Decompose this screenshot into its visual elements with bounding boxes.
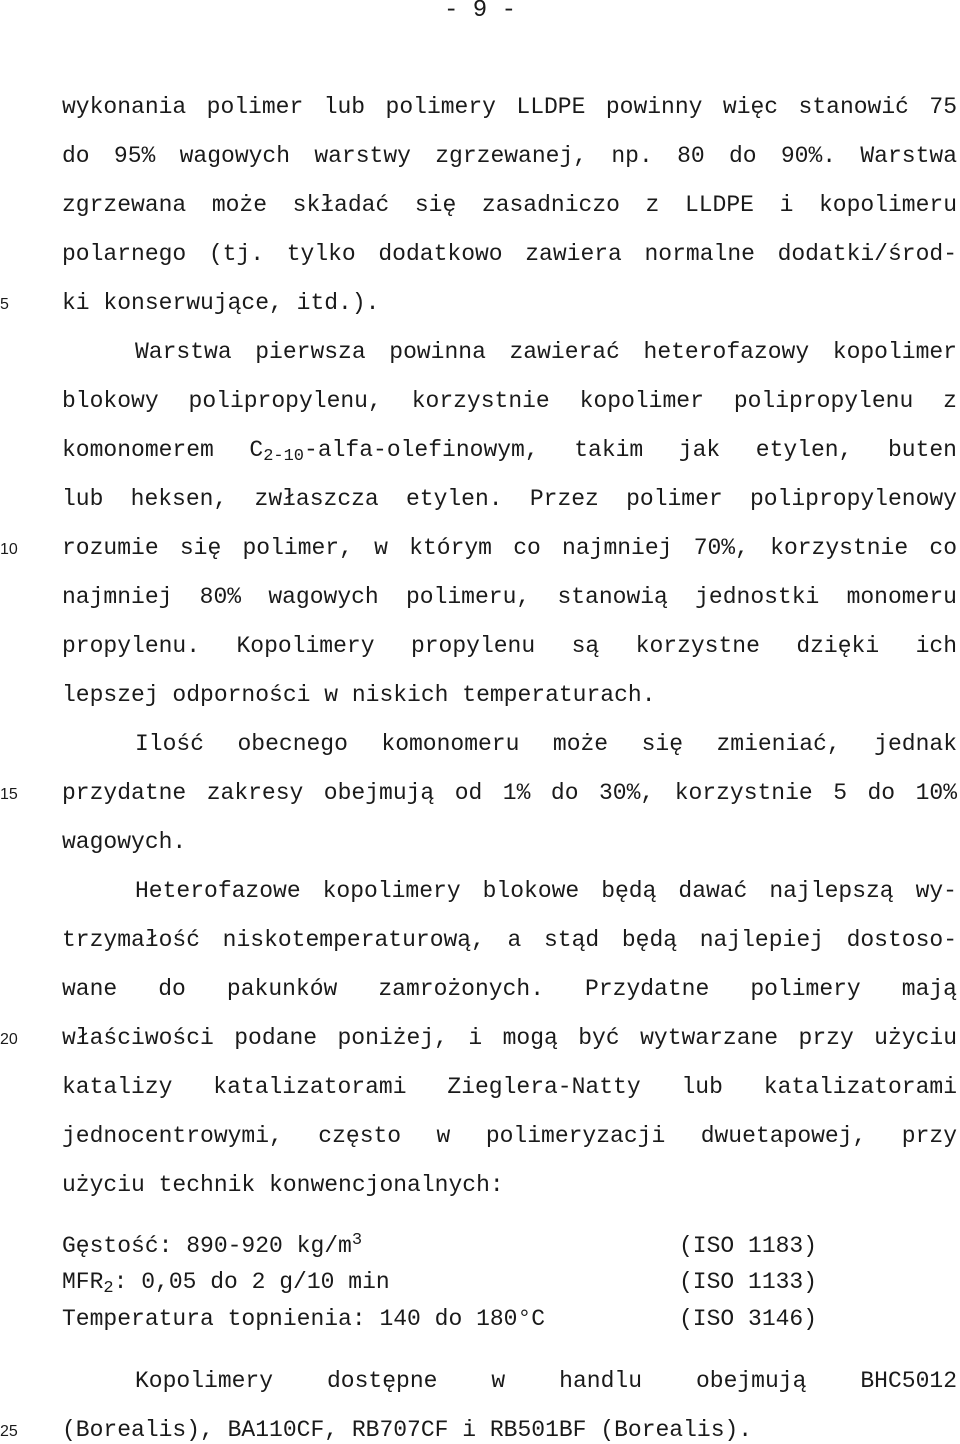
property-label-text: : 0,05 do 2 g/10 min (113, 1269, 390, 1295)
text-line: właściwości podane poniżej, i mogą być wytwarzane przy użyciu (62, 1025, 957, 1051)
text-line: Ilość obecnego komonomeru może się zmieniać, jednak (135, 731, 957, 757)
property-label: Temperatura topnienia: 140 do 180°C (62, 1306, 546, 1332)
line-number: 5 (0, 296, 9, 313)
text-line: propylenu. Kopolimery propylenu są korzystne dzięki ich (62, 633, 957, 659)
text-line: ki konserwujące, itd.). (62, 290, 380, 316)
property-standard: (ISO 3146) (679, 1306, 818, 1332)
text-segment: -alfa-olefinowym, takim jak etylen, buten (304, 437, 957, 463)
text-line: jednocentrowymi, często w polimeryzacji dwuetapowej, przy (62, 1123, 957, 1149)
text-line: Heterofazowe kopolimery blokowe będą dawać najlepszą wy- (135, 878, 957, 904)
text-line: użyciu technik konwencjonalnych: (62, 1172, 504, 1198)
superscript: 3 (351, 1231, 363, 1250)
text-line: polarnego (tj. tylko dodatkowo zawiera normalne dodatki/środ- (62, 241, 957, 267)
text-line: blokowy polipropylenu, korzystnie kopolimer polipropylenu z (62, 388, 957, 414)
text-line: katalizy katalizatorami Zieglera-Natty lub katalizatorami (62, 1074, 957, 1100)
subscript: 2-10 (263, 447, 305, 466)
line-number: 25 (0, 1423, 18, 1440)
property-label-text: Gęstość: 890-920 kg/m (62, 1233, 352, 1259)
property-label (62, 1232, 362, 1260)
line-number: 15 (0, 786, 18, 803)
text-line: Kopolimery dostępne w handlu obejmują BHC5012 (135, 1368, 957, 1394)
line-number: 20 (0, 1031, 18, 1048)
text-line: najmniej 80% wagowych polimeru, stanowią jednostki monomeru (62, 584, 957, 610)
text-line: lepszej odporności w niskich temperaturach. (62, 682, 656, 708)
property-standard: (ISO 1133) (679, 1269, 818, 1295)
property-label (62, 1268, 390, 1296)
property-standard: (ISO 1183) (679, 1233, 818, 1259)
page-number: - 9 - (443, 0, 516, 24)
text-line: (Borealis), BA110CF, RB707CF i RB501BF (Borealis). (62, 1417, 753, 1443)
text-line: Warstwa pierwsza powinna zawierać heterofazowy kopolimer (135, 339, 957, 365)
text-line: przydatne zakresy obejmują od 1% do 30%, korzystnie 5 do 10% (62, 780, 957, 806)
subscript: 2 (103, 1279, 114, 1298)
text-line-with-subscript (62, 436, 957, 464)
text-line: lub heksen, zwłaszcza etylen. Przez polimer polipropylenowy (62, 486, 957, 512)
text-line: wane do pakunków zamrożonych. Przydatne polimery mają (62, 976, 957, 1002)
text-line: wagowych. (62, 829, 187, 855)
line-number: 10 (0, 541, 18, 558)
property-label-text: MFR (62, 1269, 104, 1295)
text-line: do 95% wagowych warstwy zgrzewanej, np. 80 do 90%. Warstwa (62, 143, 957, 169)
text-line: rozumie się polimer, w którym co najmniej 70%, korzystnie co (62, 535, 957, 561)
text-line: trzymałość niskotemperaturową, a stąd będą najlepiej dostoso- (62, 927, 957, 953)
text-segment: komonomerem C (62, 437, 264, 463)
text-line: wykonania polimer lub polimery LLDPE powinny więc stanowić 75 (62, 94, 957, 120)
text-line: zgrzewana może składać się zasadniczo z LLDPE i kopolimeru (62, 192, 957, 218)
